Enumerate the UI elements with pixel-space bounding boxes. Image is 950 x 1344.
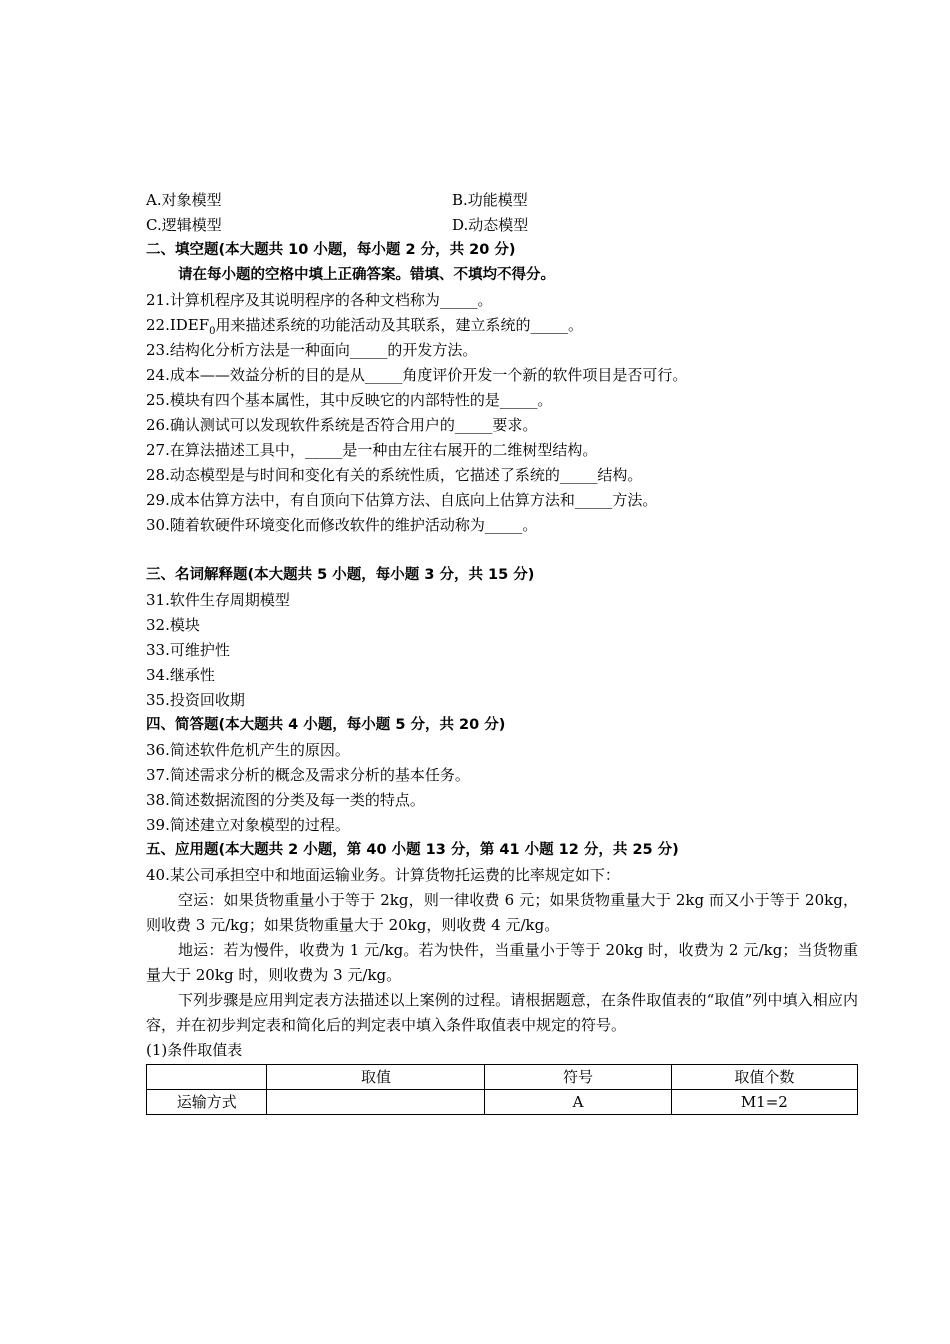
question-32: 32.模块 bbox=[146, 616, 200, 634]
question-23: 23.结构化分析方法是一种面向_____的开发方法。 bbox=[146, 341, 478, 359]
question-31: 31.软件生存周期模型 bbox=[146, 591, 290, 609]
table-header-cell bbox=[147, 1065, 267, 1090]
question-29: 29.成本估算方法中，有自顶向下估算方法、自底向上估算方法和_____方法。 bbox=[146, 491, 658, 509]
options-row-2 bbox=[146, 213, 858, 238]
question-21: 21.计算机程序及其说明程序的各种文档称为_____。 bbox=[146, 291, 493, 309]
table-header-cell: 符号 bbox=[485, 1065, 671, 1090]
table-cell: M1=2 bbox=[671, 1090, 857, 1115]
question-36: 36.简述软件危机产生的原因。 bbox=[146, 741, 350, 759]
question-27: 27.在算法描述工具中，_____是一种由左往右展开的二维树型结构。 bbox=[146, 441, 598, 459]
question-30: 30.随着软硬件环境变化而修改软件的维护活动称为_____。 bbox=[146, 516, 538, 534]
section-terms-title: 三、名词解释题(本大题共 5 小题，每小题 3 分，共 15 分) bbox=[146, 567, 535, 583]
section-fill-title: 二、填空题(本大题共 10 小题，每小题 2 分，共 20 分) bbox=[146, 242, 516, 258]
question-39: 39.简述建立对象模型的过程。 bbox=[146, 816, 350, 834]
table-caption: (1)条件取值表 bbox=[146, 1041, 243, 1059]
options-row-1 bbox=[146, 188, 858, 213]
section-applied-title: 五、应用题(本大题共 2 小题，第 40 小题 13 分，第 41 小题 12 分，共 25 分) bbox=[146, 842, 679, 858]
ground-transport-rule: 地运：若为慢件，收费为 1 元/kg。若为快件，当重量小于等于 20kg 时，收费为 2 元/kg；当货物重量大于 20kg 时，则收费为 3 元/kg。 bbox=[146, 941, 858, 984]
table-row bbox=[147, 1090, 858, 1115]
table-cell bbox=[267, 1090, 485, 1115]
exam-content bbox=[146, 188, 858, 1115]
option-c: C.逻辑模型 bbox=[146, 216, 222, 234]
table-header-cell: 取值个数 bbox=[671, 1065, 857, 1090]
option-a: A.对象模型 bbox=[146, 191, 222, 209]
question-38: 38.简述数据流图的分类及每一类的特点。 bbox=[146, 791, 425, 809]
question-33: 33.可维护性 bbox=[146, 641, 230, 659]
question-40: 40.某公司承担空中和地面运输业务。计算货物托运费的比率规定如下： bbox=[146, 866, 620, 884]
table-cell: 运输方式 bbox=[147, 1090, 267, 1115]
question-25: 25.模块有四个基本属性，其中反映它的内部特性的是_____。 bbox=[146, 391, 553, 409]
table-header-cell: 取值 bbox=[267, 1065, 485, 1090]
condition-value-table bbox=[146, 1064, 858, 1115]
question-28: 28.动态模型是与时间和变化有关的系统性质，它描述了系统的_____结构。 bbox=[146, 466, 643, 484]
table-header-row bbox=[147, 1065, 858, 1090]
question-24: 24.成本——效益分析的目的是从_____角度评价开发一个新的软件项目是否可行。 bbox=[146, 366, 688, 384]
decision-table-instructions: 下列步骤是应用判定表方法描述以上案例的过程。请根据题意，在条件取值表的“取值”列中填入相应内容，并在初步判定表和简化后的判定表中填入条件取值表中规定的符号。 bbox=[146, 991, 858, 1034]
q22-prefix: 22.IDEF bbox=[146, 316, 210, 334]
table-cell: A bbox=[485, 1090, 671, 1115]
q22-subscript: 0 bbox=[209, 326, 216, 337]
question-34: 34.继承性 bbox=[146, 666, 215, 684]
option-d: D.动态模型 bbox=[452, 216, 529, 234]
option-b: B.功能模型 bbox=[452, 191, 528, 209]
section-short-title: 四、简答题(本大题共 4 小题，每小题 5 分，共 20 分) bbox=[146, 717, 506, 733]
q22-suffix: 用来描述系统的功能活动及其联系，建立系统的_____。 bbox=[215, 316, 584, 334]
question-37: 37.简述需求分析的概念及需求分析的基本任务。 bbox=[146, 766, 470, 784]
section-fill-instruction: 请在每小题的空格中填上正确答案。错填、不填均不得分。 bbox=[178, 267, 555, 283]
spacer bbox=[146, 538, 858, 563]
air-transport-rule: 空运：如果货物重量小于等于 2kg，则一律收费 6 元；如果货物重量大于 2kg 而又小于等于 20kg，则收费 3 元/kg；如果货物重量大于 20kg，则收费 4 元/kg。 bbox=[146, 891, 858, 934]
question-35: 35.投资回收期 bbox=[146, 691, 245, 709]
question-26: 26.确认测试可以发现软件系统是否符合用户的_____要求。 bbox=[146, 416, 538, 434]
question-22 bbox=[146, 313, 858, 338]
